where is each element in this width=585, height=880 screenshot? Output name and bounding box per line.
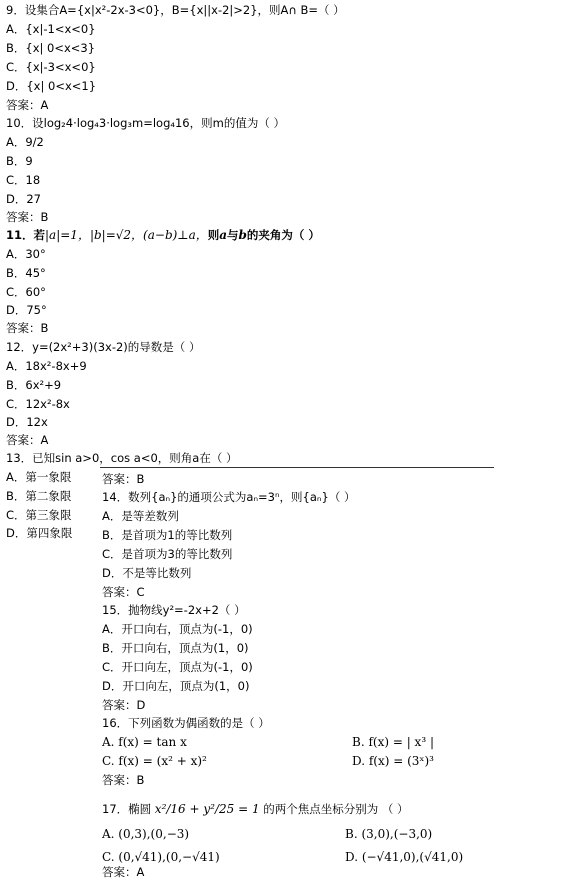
q16-stem: 16．下列函数为偶函数的是（ ） xyxy=(102,716,270,730)
q9-option-b: B．{x| 0<x<3} xyxy=(6,41,96,55)
q17-stem-tail: 的两个焦点坐标分别为 xyxy=(263,802,379,816)
q10-option-c: C．18 xyxy=(6,173,41,187)
q17-ellipse-word: 椭圆 xyxy=(128,802,152,816)
q11-option-c: C．60° xyxy=(6,285,46,299)
q11-stem-lead: 11．若 xyxy=(6,228,46,242)
q13-answer: 答案：B xyxy=(102,472,145,486)
q16-option-c: C. f(x) = (x² + x)² xyxy=(102,754,207,768)
q12-answer: 答案：A xyxy=(6,433,49,447)
q11-vector-b: b xyxy=(238,228,247,242)
q15-option-a: A．开口向右，顶点为(-1，0) xyxy=(102,622,253,636)
q14-option-d: D．不是等比数列 xyxy=(102,566,192,580)
q11-answer: 答案：B xyxy=(6,321,49,335)
q16-answer: 答案：B xyxy=(102,773,145,787)
q17-option-d: D. (−√41,0),(√41,0) xyxy=(345,850,464,864)
q17-option-a: A. (0,3),(0,−3) xyxy=(102,827,190,841)
q11-stem-ze: 则 xyxy=(207,228,220,242)
q14-answer: 答案：C xyxy=(102,585,145,599)
q9-option-a: A．{x|-1<x<0} xyxy=(6,22,96,36)
q12-stem: 12．y=(2x²+3)(3x-2)的导数是（ ） xyxy=(6,340,201,354)
q13-option-c: C．第三象限 xyxy=(6,508,72,522)
q9-stem: 9．设集合A={x|x²-2x-3<0}，B={x||x-2|>2}，则A∩ B=（ ） xyxy=(6,3,345,17)
q14-option-a: A．是等差数列 xyxy=(102,509,179,523)
q15-answer: 答案：D xyxy=(102,698,146,712)
q13-option-a: A．第一象限 xyxy=(6,470,72,484)
q11-option-d: D．75° xyxy=(6,303,47,317)
q9-option-d: D．{x| 0<x<1} xyxy=(6,79,97,93)
q15-stem: 15．抛物线y²=-2x+2（ ） xyxy=(102,603,246,617)
q14-option-c: C．是首项为3的等比数列 xyxy=(102,547,233,561)
q11-option-a: A．30° xyxy=(6,247,46,261)
q17-stem xyxy=(102,796,409,822)
q15-option-b: B．开口向右，顶点为(1，0) xyxy=(102,641,249,655)
q13-stem: 13．已知sin a>0，cos a<0，则角a在（ ） xyxy=(6,451,238,465)
q16-option-d: D. f(x) = (3ˣ)³ xyxy=(352,754,434,768)
q12-option-c: C．12x²-8x xyxy=(6,397,70,411)
q9-answer: 答案：A xyxy=(6,98,49,112)
q15-option-d: D．开口向左，顶点为(1，0) xyxy=(102,679,250,693)
q16-option-b: B. f(x) = | x³ | xyxy=(352,735,434,749)
q10-option-d: D．27 xyxy=(6,192,41,206)
q12-option-a: A．18x²-8x+9 xyxy=(6,359,87,373)
q11-stem xyxy=(6,227,320,243)
q17-paren: （ ） xyxy=(381,802,409,816)
q9-option-c: C．{x|-3<x<0} xyxy=(6,60,96,74)
q10-option-a: A．9/2 xyxy=(6,135,44,149)
q17-answer: 答案：A xyxy=(102,865,145,879)
q11-option-b: B．45° xyxy=(6,266,46,280)
q11-stem-yu: 与 xyxy=(227,228,239,242)
q11-vector-a: a xyxy=(219,228,228,242)
q11-condition: |a|=1，|b|=√2，(a−b)⊥a， xyxy=(45,228,208,242)
q17-option-b: B. (3,0),(−3,0) xyxy=(345,827,433,841)
q13-option-d: D．第四象限 xyxy=(6,526,73,540)
q16-option-a: A. f(x) = tan x xyxy=(102,735,187,749)
column-divider xyxy=(100,467,494,468)
q15-option-c: C．开口向左，顶点为(-1，0) xyxy=(102,660,253,674)
q14-stem: 14．数列{aₙ}的通项公式为aₙ=3ⁿ，则{aₙ}（ ） xyxy=(102,490,356,504)
q17-label: 17． xyxy=(102,802,129,816)
q12-option-d: D．12x xyxy=(6,415,48,429)
q13-option-b: B．第二象限 xyxy=(6,489,72,503)
q10-stem: 10．设log₂4·log₄3·log₃m=log₄16，则m的值为（ ） xyxy=(6,116,285,130)
q10-option-b: B．9 xyxy=(6,154,33,168)
q14-option-b: B．是首项为1的等比数列 xyxy=(102,528,233,542)
q12-option-b: B．6x²+9 xyxy=(6,378,62,392)
q17-equation: x²/16 + y²/25 = 1 xyxy=(154,802,260,816)
q11-stem-tail: 的夹角为（ ） xyxy=(246,228,320,242)
q10-answer: 答案：B xyxy=(6,210,49,224)
q17-option-c: C. (0,√41),(0,−√41) xyxy=(102,850,220,864)
